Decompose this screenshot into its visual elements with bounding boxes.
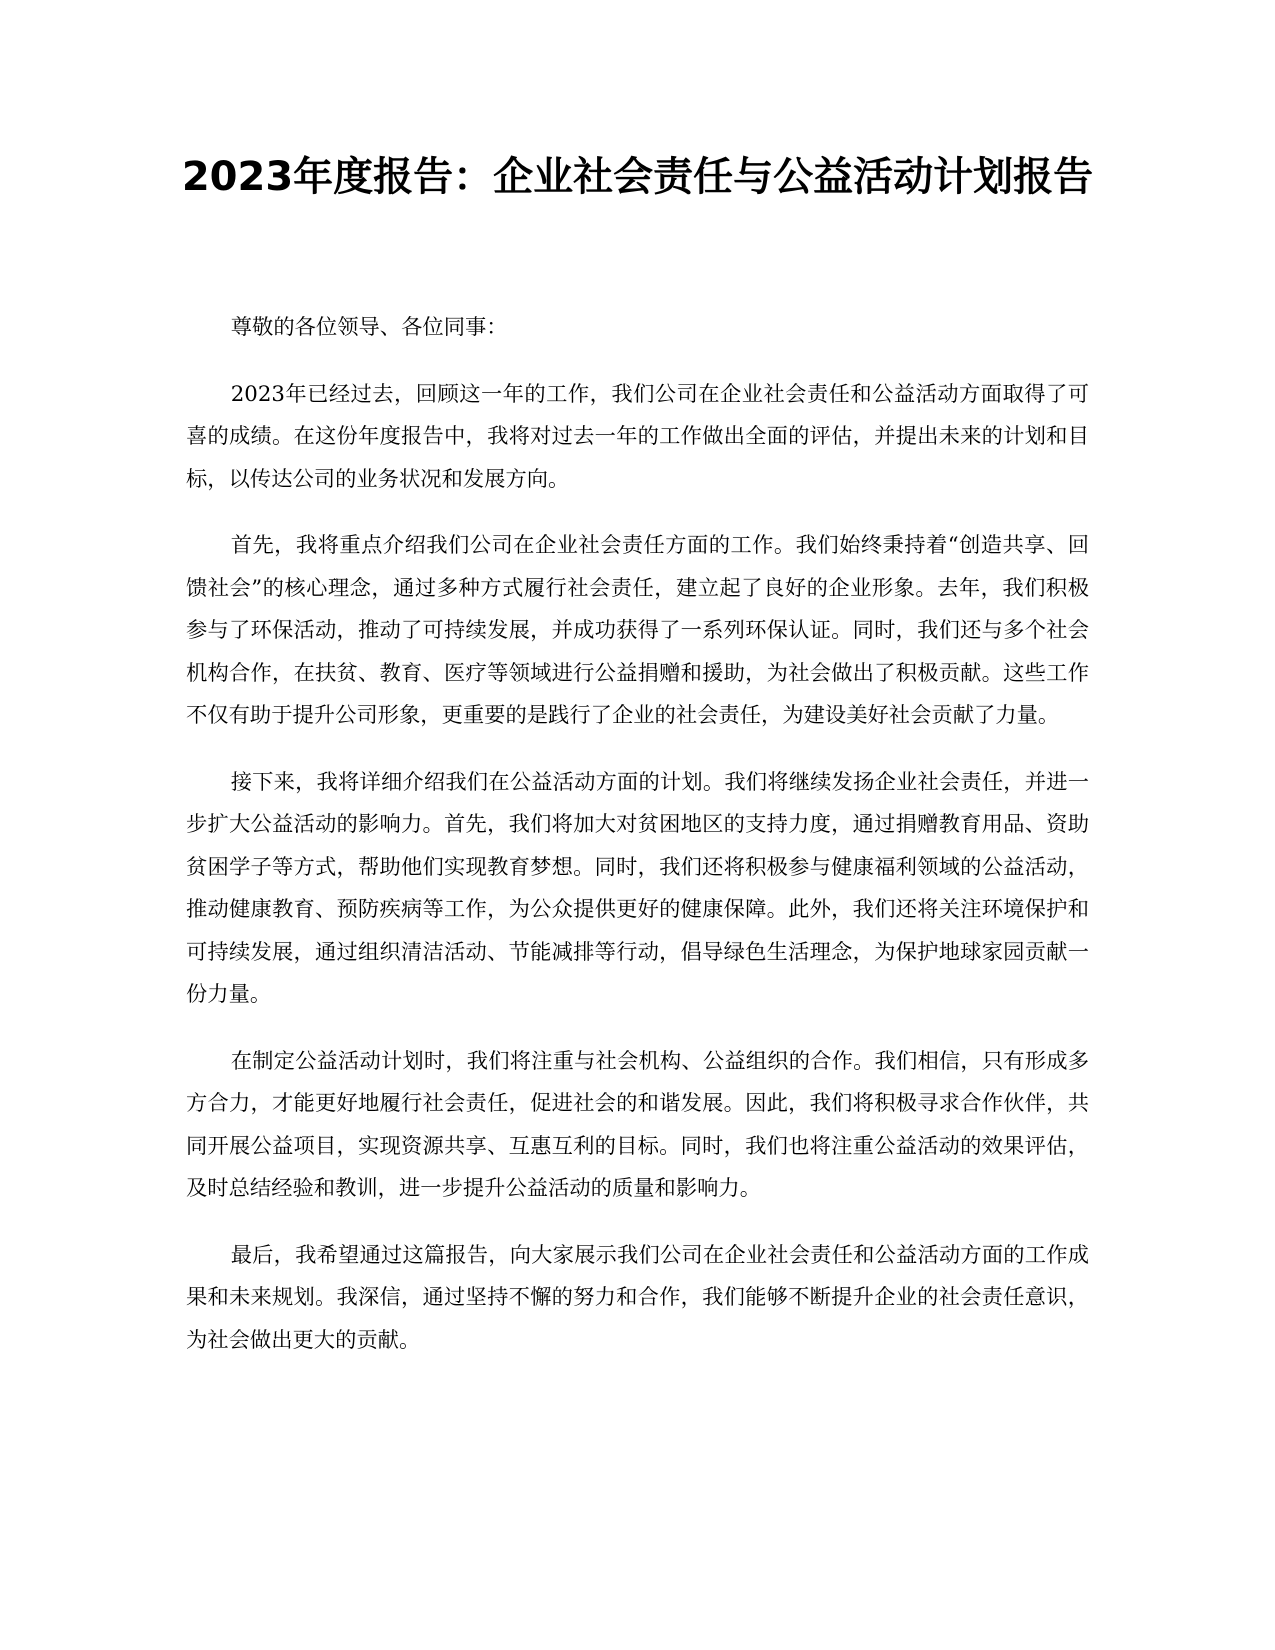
paragraph-intro: 2023年已经过去，回顾这一年的工作，我们公司在企业社会责任和公益活动方面取得了可喜的成绩。在这份年度报告中，我将对过去一年的工作做出全面的评估，并提出未来的计划和目标，以传达公司的业务状况和发展方向。 (186, 381, 1089, 492)
document-body (186, 307, 1089, 1386)
paragraph-cooperation: 在制定公益活动计划时，我们将注重与社会机构、公益组织的合作。我们相信，只有形成多方合力，才能更好地履行社会责任，促进社会的和谐发展。因此，我们将积极寻求合作伙伴，共同开展公益项目，实现资源共享、互惠互利的目标。同时，我们也将注重公益活动的效果评估，及时总结经验和教训，进一步提升公益活动的质量和影响力。 (186, 1048, 1089, 1201)
paragraph-csr-work: 首先，我将重点介绍我们公司在企业社会责任方面的工作。我们始终秉持着“创造共享、回馈社会”的核心理念，通过多种方式履行社会责任，建立起了良好的企业形象。去年，我们积极参与了环保活动，推动了可持续发展，并成功获得了一系列环保认证。同时，我们还与多个社会机构合作，在扶贫、教育、医疗等领域进行公益捐赠和援助，为社会做出了积极贡献。这些工作不仅有助于提升公司形象，更重要的是践行了企业的社会责任，为建设美好社会贡献了力量。 (186, 533, 1089, 728)
paragraph-salutation: 尊敬的各位领导、各位同事： (230, 315, 508, 340)
document-title: 2023年度报告：企业社会责任与公益活动计划报告 (181, 154, 1094, 200)
paragraph-conclusion: 最后，我希望通过这篇报告，向大家展示我们公司在企业社会责任和公益活动方面的工作成果和未来规划。我深信，通过坚持不懈的努力和合作，我们能够不断提升企业的社会责任意识，为社会做出更大的贡献。 (186, 1242, 1089, 1353)
paragraph-charity-plan: 接下来，我将详细介绍我们在公益活动方面的计划。我们将继续发扬企业社会责任，并进一步扩大公益活动的影响力。首先，我们将加大对贫困地区的支持力度，通过捐赠教育用品、资助贫困学子等方式，帮助他们实现教育梦想。同时，我们还将积极参与健康福利领域的公益活动，推动健康教育、预防疾病等工作，为公众提供更好的健康保障。此外，我们还将关注环境保护和可持续发展，通过组织清洁活动、节能减排等行动，倡导绿色生活理念，为保护地球家园贡献一份力量。 (186, 769, 1089, 1007)
